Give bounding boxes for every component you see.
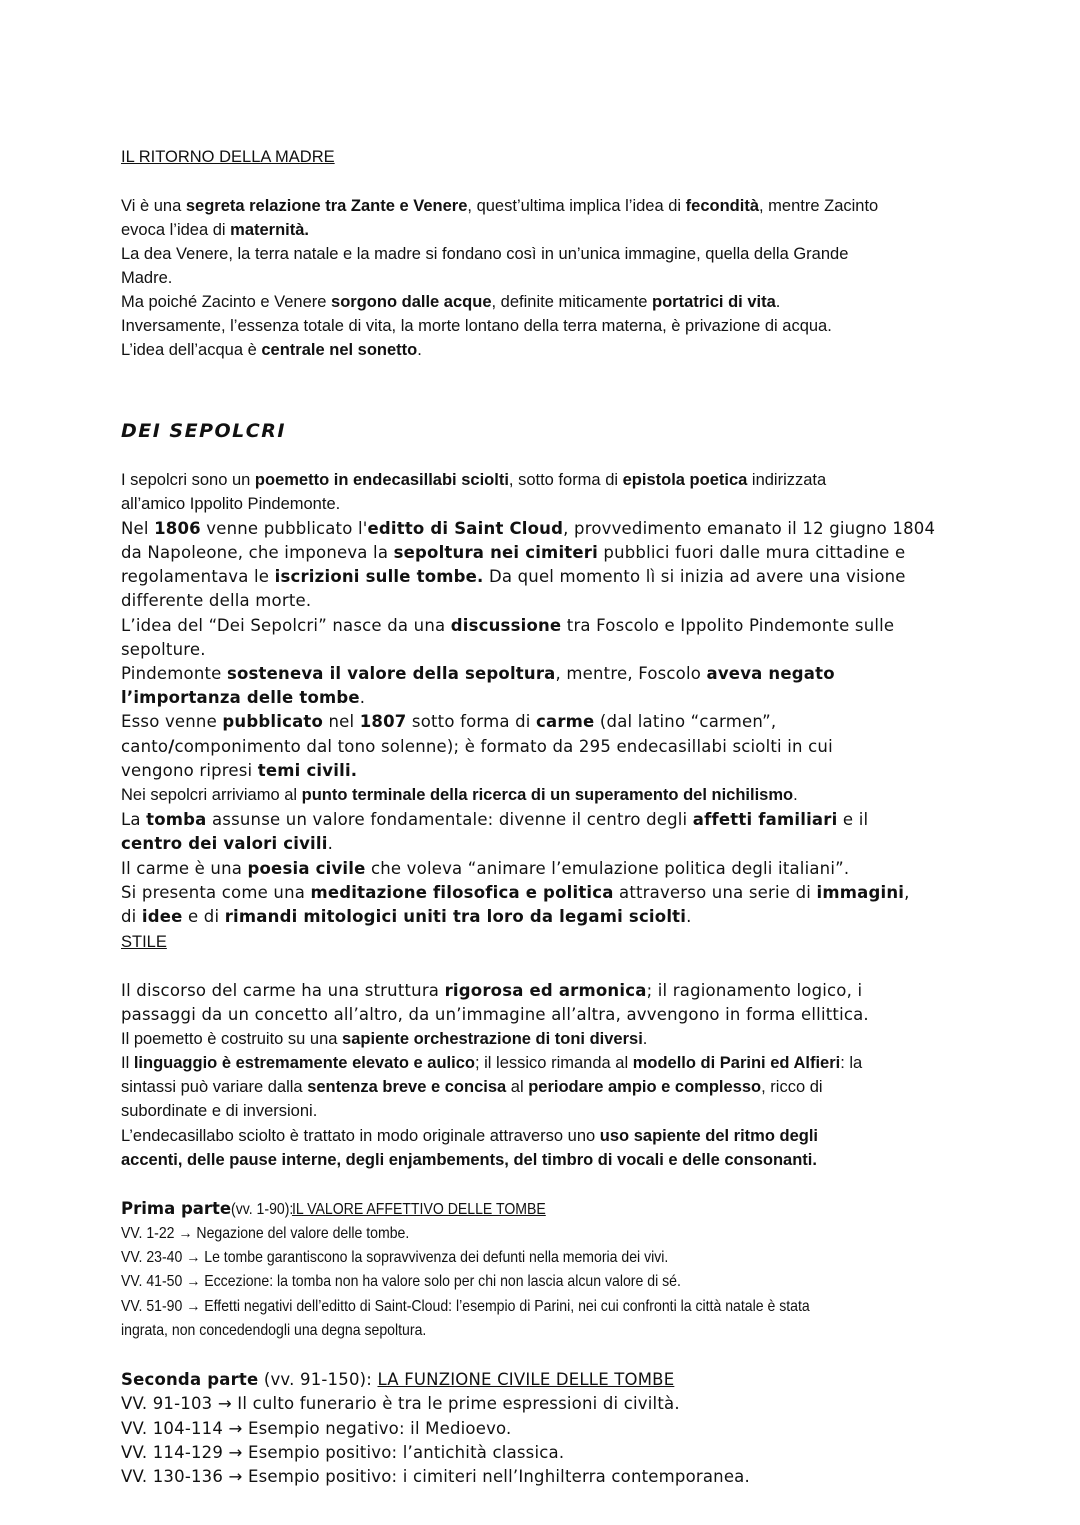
section-heading-sepolcri: DEI SEPOLCRI	[121, 420, 286, 442]
arrow-icon: →	[228, 1467, 243, 1486]
paragraph-line: Vi è una segreta relazione tra Zante e Venere, quest’ultima implica l’idea di fecondità, mentre Zacinto	[121, 197, 879, 215]
paragraph-line: centro dei valori civili.	[121, 834, 334, 853]
paragraph-line: regolamentava le iscrizioni sulle tombe. Da quel momento lì si inizia ad avere una visione	[121, 567, 906, 586]
paragraph-line: La tomba assunse un valore fondamentale: divenne il centro degli affetti familiari e il	[121, 810, 869, 829]
verse-item: VV. 1-22 → Negazione del valore delle tombe.	[121, 1225, 410, 1242]
verse-item: VV. 41-50 → Eccezione: la tomba non ha valore solo per chi non lascia alcun valore di sé.	[121, 1273, 681, 1290]
slash-mark: /	[168, 737, 175, 756]
section-heading-ritorno: IL RITORNO DELLA MADRE	[121, 148, 335, 166]
paragraph-line: canto/componimento dal tono solenne); è formato da 295 endecasillabi sciolti in cui	[121, 737, 833, 756]
verse-item: VV. 114-129 → Esempio positivo: l’antichità classica.	[121, 1443, 565, 1462]
paragraph-line: I sepolcri sono un poemetto in endecasillabi sciolti, sotto forma di epistola poetica indirizzata	[121, 471, 827, 489]
paragraph-line: passaggi da un concetto all’altro, da un’immagine all’altra, avvengono in forma ellittica.	[121, 1005, 869, 1024]
paragraph-line: Nei sepolcri arriviamo al punto terminale della ricerca di un superamento del nichilismo.	[121, 786, 798, 804]
paragraph-line: subordinate e di inversioni.	[121, 1102, 318, 1120]
paragraph-line: Il poemetto è costruito su una sapiente orchestrazione di toni diversi.	[121, 1030, 648, 1048]
paragraph-line: da Napoleone, che imponeva la sepoltura nei cimiteri pubblici fuori dalle mura cittadine e	[121, 543, 906, 562]
paragraph-line: Il discorso del carme ha una struttura rigorosa ed armonica; il ragionamento logico, i	[121, 981, 863, 1000]
parte2-heading: Seconda parte (vv. 91-150): LA FUNZIONE CIVILE DELLE TOMBE	[121, 1370, 675, 1389]
paragraph-line: Si presenta come una meditazione filosofica e politica attraverso una serie di immagini,	[121, 883, 910, 902]
arrow-icon: →	[228, 1419, 243, 1438]
arrow-icon: →	[217, 1394, 232, 1413]
paragraph-line: differente della morte.	[121, 591, 312, 610]
verse-item: VV. 23-40 → Le tombe garantiscono la sopravvivenza dei defunti nella memoria dei vivi.	[121, 1249, 669, 1266]
arrow-icon: →	[186, 1298, 201, 1315]
paragraph-line: L’idea dell’acqua è centrale nel sonetto.	[121, 341, 422, 359]
paragraph-line: Pindemonte sosteneva il valore della sepoltura, mentre, Foscolo aveva negato	[121, 664, 835, 683]
paragraph-line: di idee e di rimandi mitologici uniti tra loro da legami sciolti.	[121, 907, 692, 926]
parte1-heading: Prima parte(vv. 1-90):IL VALORE AFFETTIVO DELLE TOMBE	[121, 1199, 546, 1218]
paragraph-line: L’idea del “Dei Sepolcri” nasce da una discussione tra Foscolo e Ippolito Pindemonte sulle	[121, 616, 895, 635]
arrow-icon: →	[228, 1443, 243, 1462]
paragraph-line: l’importanza delle tombe.	[121, 688, 366, 707]
verse-item: VV. 104-114 → Esempio negativo: il Medioevo.	[121, 1419, 512, 1438]
paragraph-line: evoca l’idea di maternità.	[121, 221, 310, 239]
paragraph-line: Ma poiché Zacinto e Venere sorgono dalle acque, definite miticamente portatrici di vita.	[121, 293, 781, 311]
paragraph-line: Il carme è una poesia civile che voleva “animare l’emulazione politica degli italiani”.	[121, 859, 850, 878]
verse-item: VV. 51-90 → Effetti negativi dell’editto di Saint-Cloud: l’esempio di Parini, nei cui confronti la città natale è stata	[121, 1298, 810, 1315]
section-heading-stile: STILE	[121, 933, 167, 951]
paragraph-line: Il linguaggio è estremamente elevato e aulico; il lessico rimanda al modello di Parini ed Alfieri: la	[121, 1054, 863, 1072]
paragraph-line: La dea Venere, la terra natale e la madre si fondano così in un’unica immagine, quella della Grande	[121, 245, 849, 263]
paragraph-line: Esso venne pubblicato nel 1807 sotto forma di carme (dal latino “carmen”,	[121, 712, 777, 731]
paragraph-line: Madre.	[121, 269, 173, 287]
arrow-icon: →	[186, 1249, 201, 1266]
verse-item: VV. 130-136 → Esempio positivo: i cimiteri nell’Inghilterra contemporanea.	[121, 1467, 750, 1486]
paragraph-line: vengono ripresi temi civili.	[121, 761, 358, 780]
paragraph-line: all’amico Ippolito Pindemonte.	[121, 495, 341, 513]
paragraph-line: L’endecasillabo sciolto è trattato in modo originale attraverso uno uso sapiente del ritmo degli	[121, 1127, 819, 1145]
paragraph-line: Inversamente, l’essenza totale di vita, la morte lontano della terra materna, è privazione di acqua.	[121, 317, 832, 335]
paragraph-line: Nel 1806 venne pubblicato l'editto di Saint Cloud, provvedimento emanato il 12 giugno 1804	[121, 519, 936, 538]
paragraph-line: sintassi può variare dalla sentenza breve e concisa al periodare ampio e complesso, ricco di	[121, 1078, 823, 1096]
arrow-icon: →	[178, 1225, 193, 1242]
verse-item: VV. 91-103 → Il culto funerario è tra le prime espressioni di civiltà.	[121, 1394, 680, 1413]
paragraph-line: sepolture.	[121, 640, 206, 659]
verse-item-continuation: ingrata, non concedendogli una degna sepoltura.	[121, 1322, 427, 1339]
paragraph-line: accenti, delle pause interne, degli enjambements, del timbro di vocali e delle consonanti.	[121, 1151, 817, 1169]
arrow-icon: →	[186, 1273, 201, 1290]
